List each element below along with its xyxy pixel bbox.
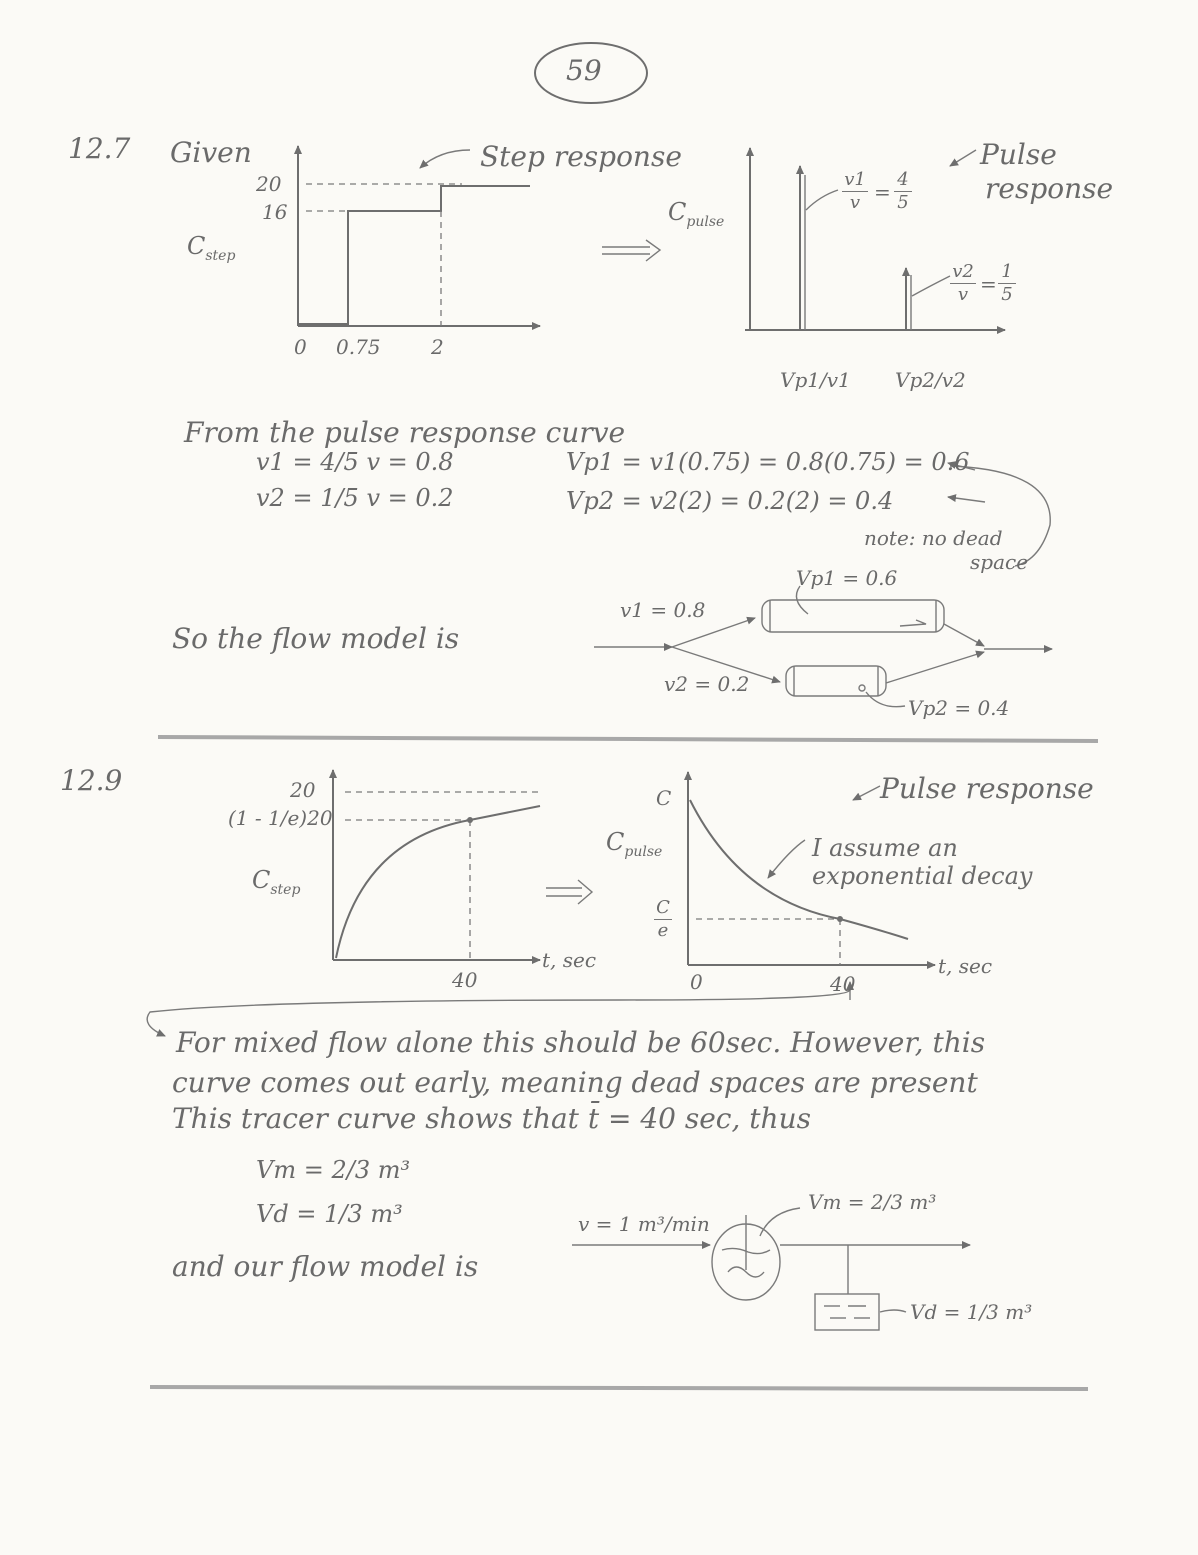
frac1-value: 4 5 [894, 170, 912, 213]
step-response-curve [298, 186, 530, 324]
model-vp2-label: Vp2 = 0.4 [908, 696, 1010, 720]
para-line3: This tracer curve shows that t̄ = 40 sec, thus [172, 1102, 811, 1135]
model-v2-label: v2 = 0.2 [664, 672, 750, 696]
pulse129-annotation-arrow [853, 786, 880, 800]
step-xtick-075: 0.75 [336, 335, 381, 359]
step-ytick-20: 20 [256, 172, 282, 196]
pulse129-xtick-0: 0 [690, 970, 703, 994]
step129-ylabel: $C_{step}$ [252, 866, 301, 898]
frac1-leader [806, 190, 838, 210]
branch-upper-out [944, 624, 984, 646]
frac2-ratio: v2 v [950, 262, 976, 305]
branch-lower-out [886, 652, 984, 683]
pulse129-ytick-c: C [656, 786, 672, 810]
step-xtick-2: 2 [431, 335, 444, 359]
assume-leader-arrow [768, 840, 805, 878]
para-line2: curve comes out early, meaning dead spaces are present [172, 1066, 978, 1099]
given-label: Given [170, 136, 252, 169]
plug-flow-vessel-2 [786, 666, 886, 696]
pulse-xtick-1: Vp1/v1 [780, 368, 851, 392]
pulse129-xaxis-label: t, sec [938, 954, 993, 978]
frac1-ratio: v1 v [842, 170, 868, 213]
step129-ytick-mid: (1 - 1/e)20 [228, 806, 333, 830]
eq-vp1: Vp1 = v1(0.75) = 0.8(0.75) = 0.6 [566, 448, 970, 476]
flow-model-text-129: and our flow model is [172, 1250, 479, 1283]
pulse129-xtick-40: 40 [830, 972, 856, 996]
frac2-value: 1 5 [998, 262, 1016, 305]
pulse-xtick-2: Vp2/v2 [895, 368, 966, 392]
page-number: 59 [566, 54, 602, 87]
eq-vp2: Vp2 = v2(2) = 0.2(2) = 0.4 [566, 487, 894, 515]
step129-ytick-20: 20 [290, 778, 316, 802]
para-line1: For mixed flow alone this should be 60sec. However, this [176, 1026, 986, 1059]
pulse-annotation-arrow [950, 150, 976, 166]
vd-leader [880, 1310, 906, 1312]
note-arrow-to-vp2 [948, 497, 985, 502]
pulse129-annotation: Pulse response [880, 772, 1094, 805]
problem-label-129: 12.9 [60, 764, 123, 797]
model129-vd-label: Vd = 1/3 m³ [910, 1300, 1033, 1324]
pulse129-ylabel: $C_{pulse}$ [606, 828, 663, 860]
vd-eq: Vd = 1/3 m³ [256, 1200, 403, 1228]
model-v1-label: v1 = 0.8 [620, 598, 706, 622]
flow-model-text-127: So the flow model is [172, 622, 460, 655]
assume-line2: exponential decay [812, 862, 1033, 890]
transform-arrow-127 [602, 240, 660, 261]
note-line2: space [970, 550, 1029, 574]
branch-upper-in [672, 618, 755, 647]
eq-v1: v1 = 4/5 v = 0.8 [256, 448, 454, 476]
step129-curve [336, 806, 540, 958]
assume-line1: I assume an [812, 834, 958, 862]
step-xtick-0: 0 [294, 335, 307, 359]
pulse-annotation-line2: response [985, 172, 1114, 205]
model129-vm-label: Vm = 2/3 m³ [808, 1190, 937, 1214]
step-chart-129 [333, 770, 540, 960]
vm-eq: Vm = 2/3 m³ [256, 1156, 411, 1184]
pulse-annotation-line1: Pulse [980, 138, 1057, 171]
note-line1: note: no dead [864, 526, 1003, 550]
step129-xtick-40: 40 [452, 968, 478, 992]
frac2-leader [912, 276, 950, 296]
step-ylabel: $C_{step}$ [187, 232, 236, 264]
frac2-eq: = [980, 272, 997, 296]
eq-v2: v2 = 1/5 v = 0.2 [256, 484, 454, 512]
step-ytick-16: 16 [262, 200, 288, 224]
problem-label-127: 12.7 [68, 132, 131, 165]
transform-arrow-129 [546, 880, 592, 904]
section-rule-2 [150, 1387, 1088, 1389]
step-annotation-arrow [420, 150, 470, 168]
frac1-eq: = [874, 180, 891, 204]
from-pulse-text: From the pulse response curve [184, 416, 626, 449]
pulse-ylabel: $C_{pulse}$ [668, 198, 725, 230]
pulse129-ytick-c-over-e: C e [654, 898, 672, 941]
model129-flow-label: v = 1 m³/min [578, 1212, 710, 1236]
step-annotation: Step response [480, 140, 682, 173]
plug-flow-vessel-1 [762, 600, 944, 632]
step129-xaxis-label: t, sec [542, 948, 597, 972]
vp2-leader [866, 692, 905, 707]
model-vp1-label: Vp1 = 0.6 [796, 566, 898, 590]
step-chart-127 [298, 146, 540, 326]
dead-space-vessel [815, 1294, 879, 1330]
section-rule-1 [158, 737, 1098, 741]
